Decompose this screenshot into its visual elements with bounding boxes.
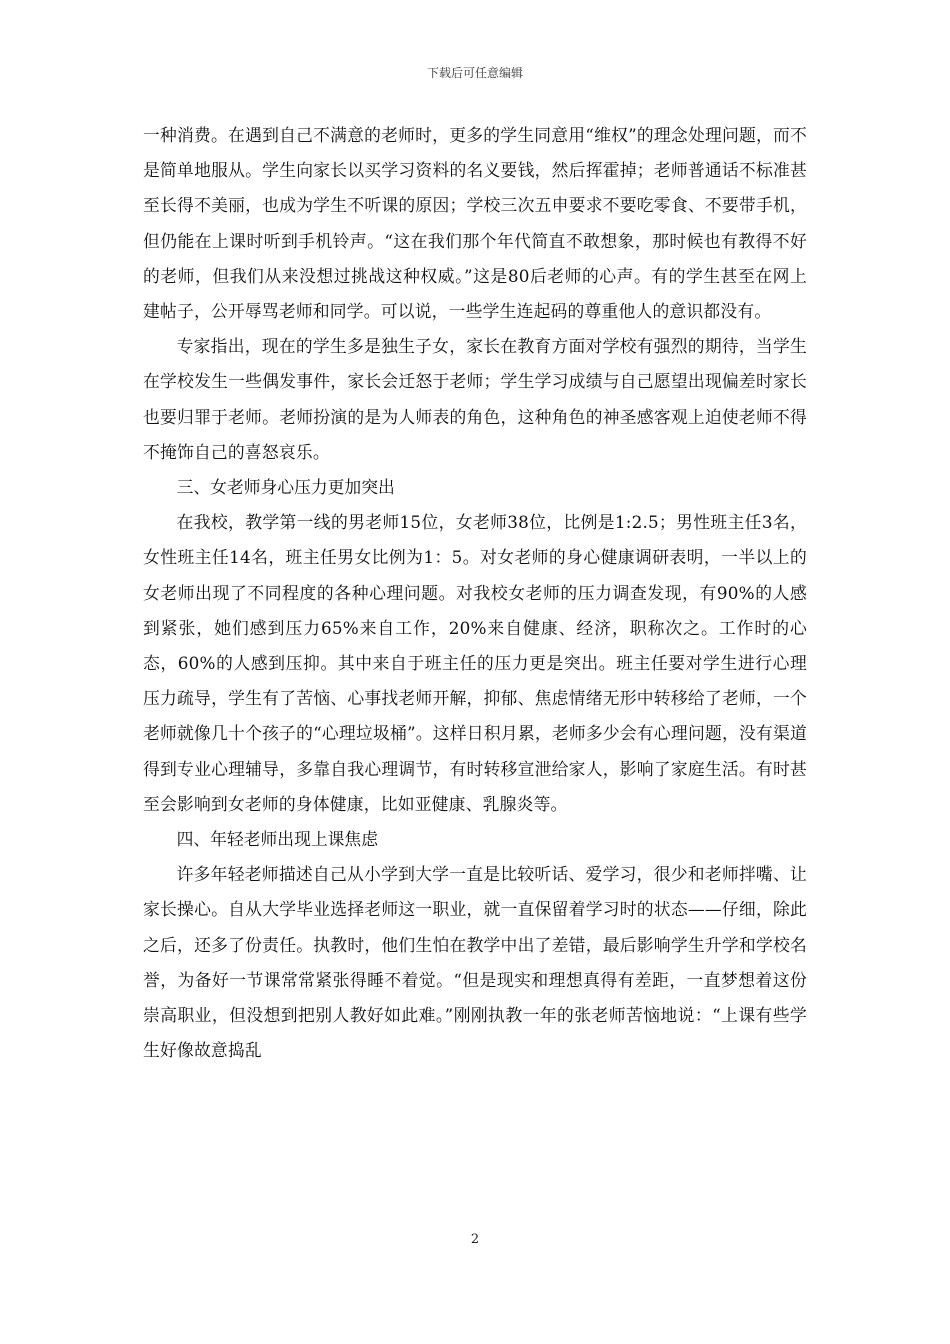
document-body (143, 118, 807, 1068)
section-heading-three: 三、女老师身心压力更加突出 (176, 477, 395, 498)
page-number: 2 (470, 1232, 480, 1247)
paragraph-young-teacher-anxiety: 许多年轻老师描述自己从小学到大学一直是比较听话、爱学习，很少和老师拌嘴、让家长操心。自从大学毕业选择老师这一职业，就一直保留着学习时的状态——仔细，除此之后，还多了份责任。执教时，他们生怕在教学中出了差错，最后影响学生升学和学校名誉，为备好一节课常常紧张得睡不着觉。“但是现实和理想真得有差距，一直梦想着这份崇高职业，但没想到把别人教好如此难。”刚刚执教一年的张老师苦恼地说：“上课有些学生好像故意捣乱 (143, 864, 807, 1061)
section-heading-four: 四、年轻老师出现上课焦虑 (176, 829, 378, 850)
paragraph-expert-opinion: 专家指出，现在的学生多是独生子女，家长在教育方面对学校有强烈的期待，当学生在学校发生一些偶发事件，家长会迁怒于老师；学生学习成绩与自己愿望出现偏差时家长也要归罪于老师。老师扮演的是为人师表的角色，这种角色的神圣感客观上迫使老师不得不掩饰自己的喜怒哀乐。 (143, 336, 807, 462)
paragraph-continuation: 一种消费。在遇到自己不满意的老师时，更多的学生同意用“维权”的理念处理问题，而不是简单地服从。学生向家长以买学习资料的名义要钱，然后挥霍掉；老师普通话不标准甚至长得不美丽，也成为学生不听课的原因；学校三次五申要求不要吃零食、不要带手机，但仍能在上课时听到手机铃声。“这在我们那个年代简直不敢想象，那时候也有教得不好的老师，但我们从来没想过挑战这种权威。”这是80后老师的心声。有的学生甚至在网上建帖子，公开辱骂老师和同学。可以说，一些学生连起码的尊重他人的意识都没有。 (143, 125, 807, 322)
page-header: 下载后可任意编辑 (426, 66, 523, 80)
paragraph-female-teacher-stress: 在我校，教学第一线的男老师15位，女老师38位，比例是1:2.5；男性班主任3名，女性班主任14名，班主任男女比例为1：5。对女老师的身心健康调研表明，一半以上的女老师出现了不同程度的各种心理问题。对我校女老师的压力调查发现，有90%的人感到紧张，她们感到压力65%来自工作，20%来自健康、经济，职称次之。工作时的心态，60%的人感到压抑。其中来自于班主任的压力更是突出。班主任要对学生进行心理压力疏导，学生有了苦恼、心事找老师开解，抑郁、焦虑情绪无形中转移给了老师，一个老师就像几十个孩子的“心理垃圾桶”。这样日积月累，老师多少会有心理问题，没有渠道得到专业心理辅导，多靠自我心理调节，有时转移宣泄给家人，影响了家庭生活。有时甚至会影响到女老师的身体健康，比如亚健康、乳腺炎等。 (143, 512, 807, 814)
